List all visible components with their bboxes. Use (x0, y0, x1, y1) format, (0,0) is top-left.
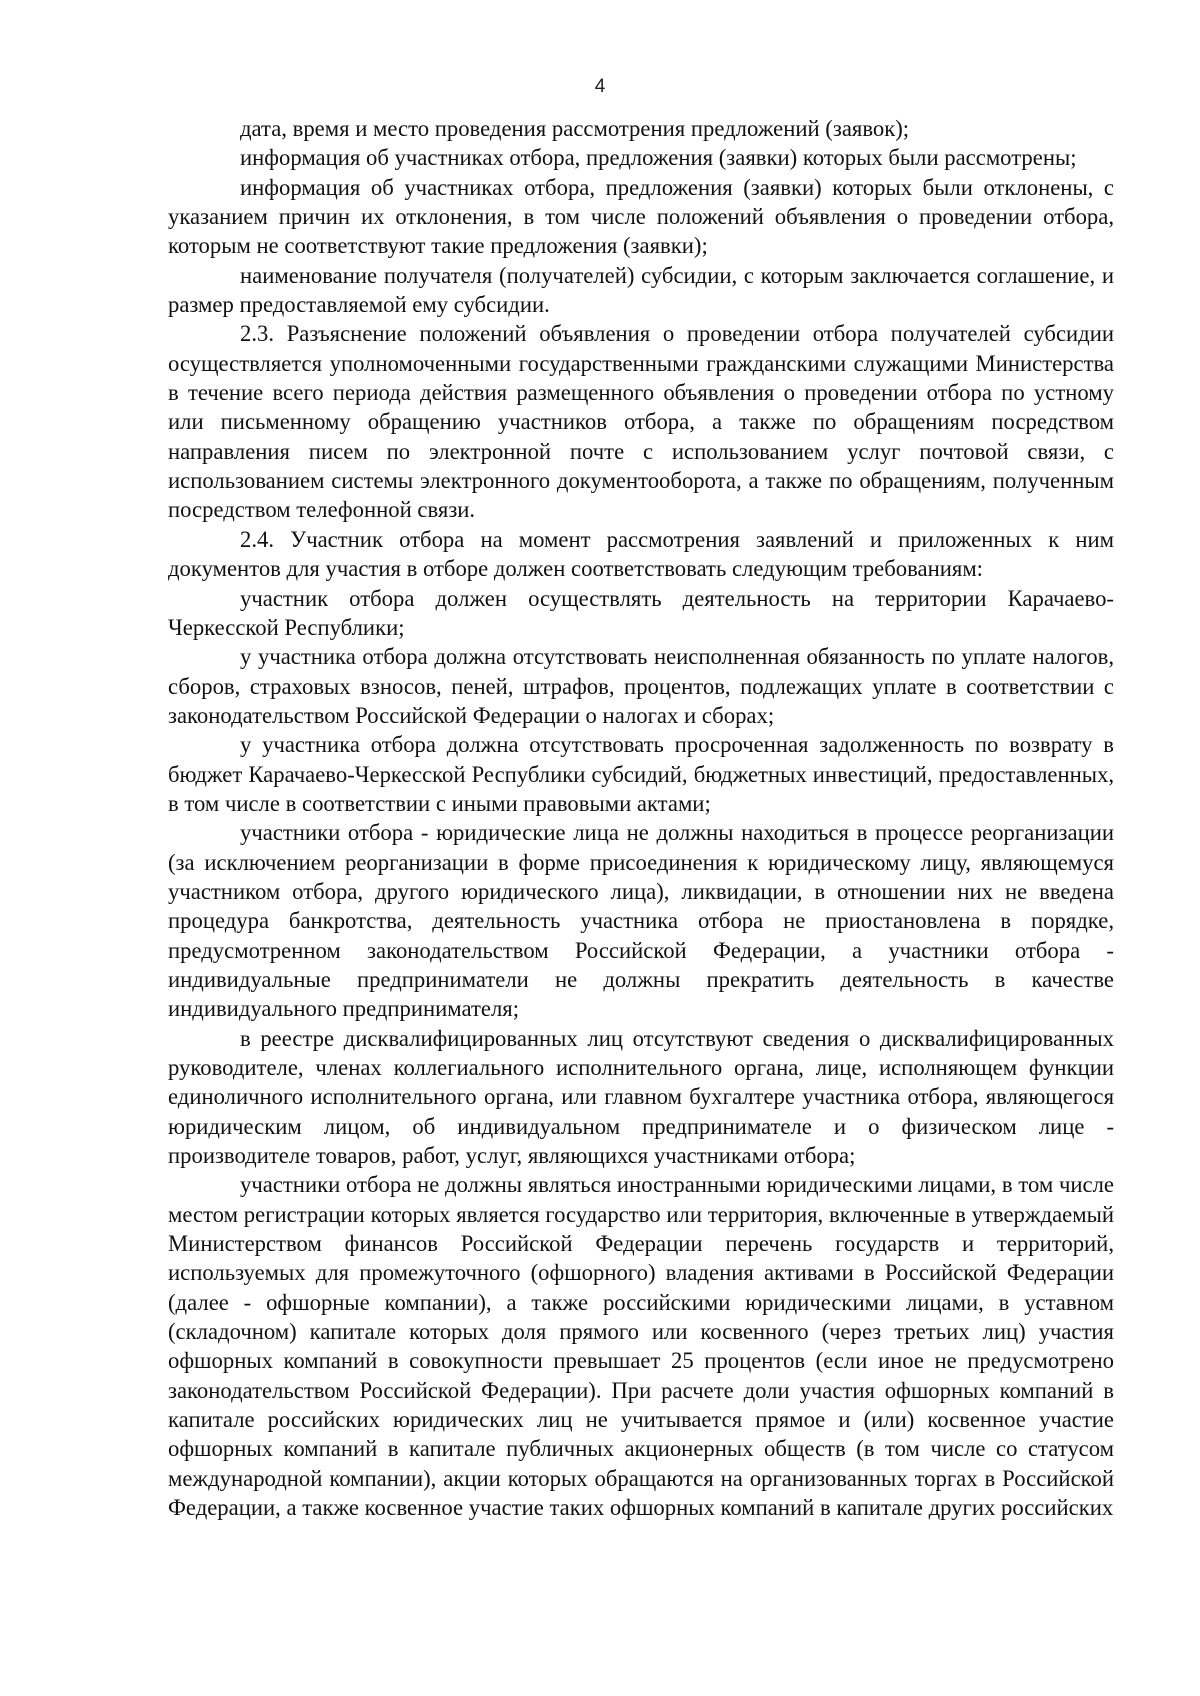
paragraph-requirement-debt: у участника отбора должна отсутствовать просроченная задолженность по возврату в бюджет Карачаево-Черкесской Республики субсидий, бюджетных инвестиций, предоставленных, в том числе в соответствии с иными правовыми актами; (168, 732, 1114, 816)
paragraph-requirement-territory: участник отбора должен осуществлять деятельность на территории Карачаево-Черкесской Республики; (168, 585, 1114, 640)
paragraph-recipient-name: наименование получателя (получателей) субсидии, с которым заключается соглашение, и размер предоставляемой ему субсидии. (168, 262, 1114, 318)
document-body (168, 114, 1114, 1523)
paragraph-requirement-taxes: у участника отбора должна отсутствовать неисполненная обязанность по уплате налогов, сборов, страховых взносов, пеней, штрафов, процентов, подлежащих уплате в соответствии с законодательством Российской Федерации о налогах и сборах; (168, 644, 1114, 728)
paragraph-requirement-disqualified-registry: в реестре дисквалифицированных лиц отсутствуют сведения о дисквалифицированных руководителе, членах коллегиального исполнительного органа, лице, исполняющем функции единоличного исполнительного органа, или главном бухгалтере участника отбора, являющегося юридическим лицом, об индивидуальном предпринимателе и о физическом лице - производителе товаров, работ, услуг, являющихся участниками отбора; (168, 1025, 1114, 1169)
page-number: 4 (594, 76, 606, 97)
paragraph-requirement-offshore: участники отбора не должны являться иностранными юридическими лицами, в том числе местом регистрации которых является государство или территория, включенные в утверждаемый Министерством финансов Российской Федерации перечень государств и территорий, используемых для промежуточного (офшорного) владения активами в Российской Федерации (далее - офшорные компании), а также российскими юридическими лицами, в уставном (складочном) капитале которых доля прямого или косвенного (через третьих лиц) участия офшорных компаний в совокупности превышает 25 процентов (если иное не предусмотрено законодательством Российской Федерации). При расчете доли участия офшорных компаний в капитале российских юридических лиц не учитывается прямое и (или) косвенное участие офшорных компаний в капитале публичных акционерных обществ (в том числе со статусом международной компании), акции которых обращаются на организованных торгах в Российской Федерации, а также косвенное участие таких офшорных компаний в капитале других российских (168, 1172, 1114, 1521)
paragraph-reviewed-participants: информация об участниках отбора, предложения (заявки) которых были рассмотрены; (240, 145, 1077, 171)
paragraph-requirement-reorganization: участники отбора - юридические лица не должны находиться в процессе реорганизации (за исключением реорганизации в форме присоединения к юридическому лицу, являющемуся участником отбора, другого юридического лица), ликвидации, в отношении них не введена процедура банкротства, деятельность участника отбора не приостановлена в порядке, предусмотренном законодательством Российской Федерации, а участники отбора - индивидуальные предприниматели не должны прекратить деятельность в качестве индивидуального предпринимателя; (168, 820, 1114, 1022)
paragraph-rejected-participants: информация об участниках отбора, предложения (заявки) которых были отклонены, с указанием причин их отклонения, в том числе положений объявления о проведении отбора, которым не соответствуют такие предложения (заявки); (168, 174, 1114, 259)
paragraph-clause-2-3: 2.3. Разъяснение положений объявления о проведении отбора получателей субсидии осуществляется уполномоченными государственными гражданскими служащими Министерства в течение всего периода действия размещенного объявления о проведении отбора по устному или письменному обращению участников отбора, а также по обращениям посредством направления писем по электронной почте с использованием услуг почтовой связи, с использованием системы электронного документооборота, а также по обращениям, полученным посредством телефонной связи. (168, 321, 1114, 523)
paragraph-clause-2-4: 2.4. Участник отбора на момент рассмотрения заявлений и приложенных к ним документов для участия в отборе должен соответствовать следующим требованиям: (168, 526, 1114, 582)
paragraph-review-date: дата, время и место проведения рассмотрения предложений (заявок); (240, 116, 910, 141)
